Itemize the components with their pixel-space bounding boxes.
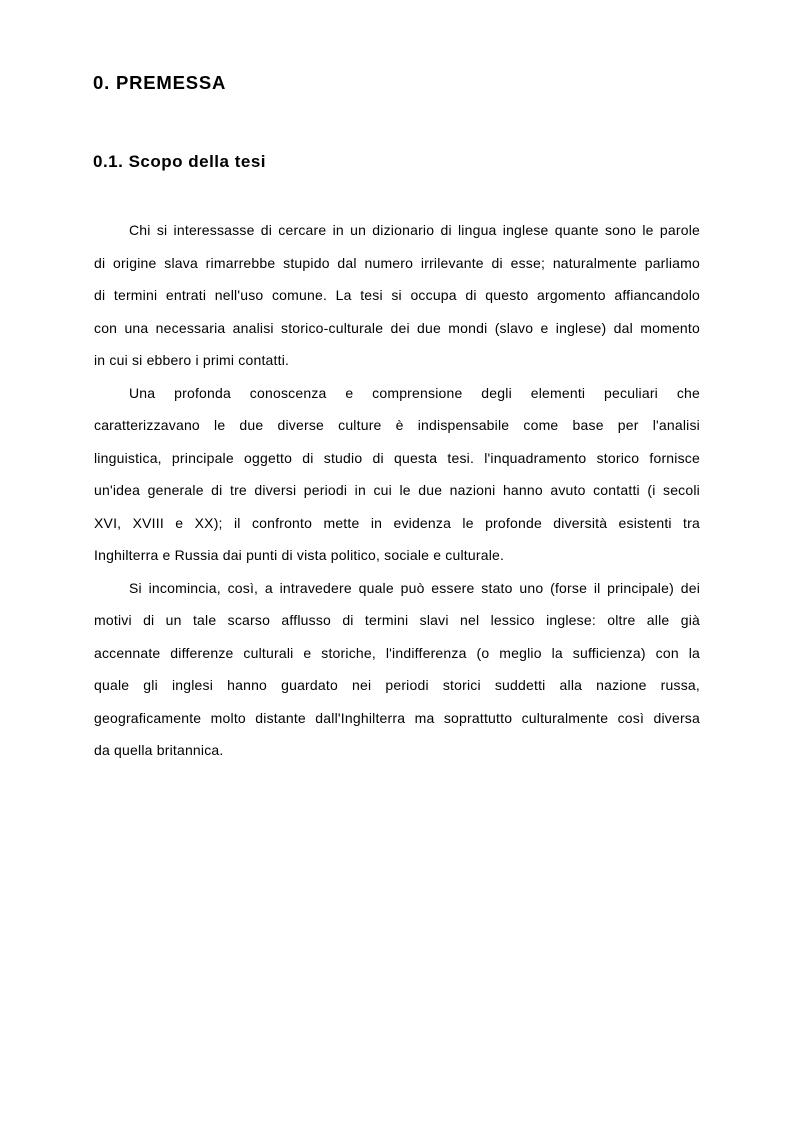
text-line: di termini entrati nell'uso comune. La tesi si occupa di questo argomento affiancandolo bbox=[94, 287, 700, 303]
subsection-heading: 0.1. Scopo della tesi bbox=[93, 152, 267, 171]
text-line: di origine slava rimarrebbe stupido dal numero irrilevante di esse; naturalmente parliamo bbox=[94, 254, 700, 271]
text-line: Inghilterra e Russia dai punti di vista politico, sociale e culturale. bbox=[94, 547, 505, 563]
section-heading: 0. PREMESSA bbox=[93, 72, 227, 93]
text-line: motivi di un tale scarso afflusso di termini slavi nel lessico inglese: oltre alle già bbox=[94, 612, 700, 628]
text-line: Una profonda conoscenza e comprensione degli elementi peculiari che bbox=[129, 384, 700, 401]
text-line: XVI, XVIII e XX); il confronto mette in evidenza le profonde diversità esistenti tra bbox=[94, 514, 700, 531]
text-line: quale gli inglesi hanno guardato nei periodi storici suddetti alla nazione russa, bbox=[94, 677, 700, 693]
text-line: da quella britannica. bbox=[94, 742, 224, 758]
text-line: Chi si interessasse di cercare in un dizionario di lingua inglese quante sono le parole bbox=[129, 222, 700, 238]
paragraph bbox=[94, 572, 700, 767]
text-line: linguistica, principale oggetto di studio di questa tesi. l'inquadramento storico fornisce bbox=[94, 449, 700, 466]
paragraph bbox=[94, 377, 700, 572]
text-line: geograficamente molto distante dall'Inghilterra ma soprattutto culturalmente così diversa bbox=[94, 709, 700, 726]
text-line: caratterizzavano le due diverse culture è indispensabile come base per l'analisi bbox=[94, 417, 700, 433]
text-line: con una necessaria analisi storico-culturale dei due mondi (slavo e inglese) dal momento bbox=[94, 319, 700, 336]
text-line: Si incomincia, così, a intravedere quale può essere stato uno (forse il principale) dei bbox=[129, 579, 700, 596]
text-line: accennate differenze culturali e storiche, l'indifferenza (o meglio la sufficienza) con la bbox=[94, 644, 700, 661]
paragraph bbox=[94, 214, 700, 377]
text-line: in cui si ebbero i primi contatti. bbox=[94, 352, 290, 368]
text-line: un'idea generale di tre diversi periodi in cui le due nazioni hanno avuto contatti (i secoli bbox=[94, 482, 700, 498]
body-text bbox=[94, 214, 700, 767]
